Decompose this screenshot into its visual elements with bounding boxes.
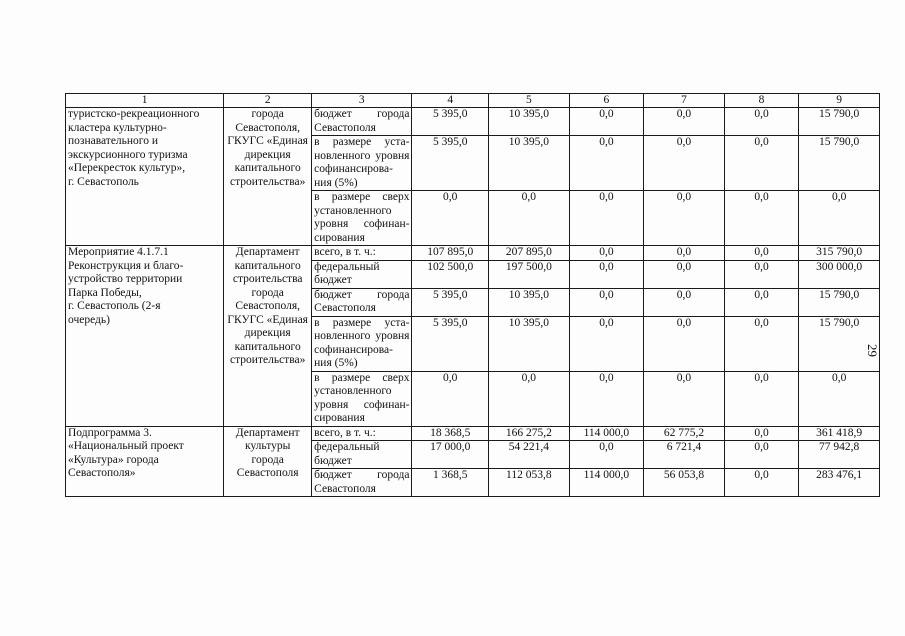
funding-source-cell: всего, в т. ч.: — [312, 426, 412, 441]
event-name-line: кластера культурно- — [68, 121, 167, 134]
amount-cell: 0,0 — [569, 288, 643, 316]
amount-cell: 62 775,2 — [644, 426, 725, 441]
event-name-cell — [66, 108, 224, 246]
amount-cell: 0,0 — [644, 108, 725, 136]
amount-cell: 0,0 — [569, 136, 643, 191]
amount-cell: 0,0 — [724, 246, 798, 261]
executor-cell — [224, 108, 312, 246]
amount-cell: 283 476,1 — [799, 469, 880, 497]
executor-line: дирекция — [244, 327, 291, 339]
executor-line: Севастополя, — [235, 300, 301, 312]
event-name-line: г. Севастополь — [68, 175, 139, 188]
table-body — [66, 108, 880, 497]
executor-line: города — [251, 286, 284, 299]
amount-cell: 56 053,8 — [644, 469, 725, 497]
amount-cell: 15 790,0 — [799, 288, 880, 316]
header-cell: 8 — [724, 94, 798, 108]
executor-line: ГКУГС «Единая — [227, 313, 308, 326]
amount-cell: 1 368,5 — [412, 469, 489, 497]
funding-source-cell: в размере сверх установленного уровня софинан-сирования — [312, 191, 412, 246]
amount-cell: 5 395,0 — [412, 108, 489, 136]
amount-cell: 0,0 — [724, 469, 798, 497]
budget-table — [65, 93, 880, 497]
amount-cell: 0,0 — [644, 288, 725, 316]
executor-line: Севастополя — [236, 467, 299, 479]
amount-cell: 0,0 — [644, 316, 725, 371]
amount-cell: 0,0 — [488, 191, 569, 246]
funding-source-cell: в размере уста-новленного уровня софинансирова-ния (5%) — [312, 316, 412, 371]
amount-cell: 197 500,0 — [488, 260, 569, 288]
amount-cell: 15 790,0 — [799, 108, 880, 136]
amount-cell: 0,0 — [412, 371, 489, 426]
amount-cell: 107 895,0 — [412, 246, 489, 261]
amount-cell: 54 221,4 — [488, 441, 569, 469]
amount-cell: 0,0 — [644, 246, 725, 261]
event-name-line: Подпрограмма 3. — [68, 426, 152, 439]
executor-line: Департамент — [235, 246, 300, 258]
amount-cell: 0,0 — [724, 108, 798, 136]
event-name-line: познавательного и — [68, 135, 159, 147]
executor-line: Департамент — [235, 426, 300, 439]
executor-line: капитального — [234, 259, 301, 272]
amount-cell: 0,0 — [724, 288, 798, 316]
executor-cell — [224, 426, 312, 497]
amount-cell: 0,0 — [724, 260, 798, 288]
amount-cell: 77 942,8 — [799, 441, 880, 469]
funding-source-cell: бюджет города Севастополя — [312, 288, 412, 316]
amount-cell: 0,0 — [569, 246, 643, 261]
amount-cell: 10 395,0 — [488, 288, 569, 316]
amount-cell: 10 395,0 — [488, 108, 569, 136]
event-name-line: «Перекресток культур», — [68, 162, 186, 174]
executor-cell — [224, 246, 312, 427]
amount-cell: 0,0 — [569, 441, 643, 469]
header-cell: 9 — [799, 94, 880, 108]
amount-cell: 102 500,0 — [412, 260, 489, 288]
amount-cell: 5 395,0 — [412, 288, 489, 316]
executor-line: строительства — [232, 273, 303, 285]
amount-cell: 0,0 — [488, 371, 569, 426]
event-name-line: «Национальный проект — [68, 440, 184, 452]
amount-cell: 112 053,8 — [488, 469, 569, 497]
event-name-line: экскурсионного туризма — [68, 148, 188, 161]
amount-cell: 0,0 — [569, 108, 643, 136]
header-cell: 5 — [488, 94, 569, 108]
event-name-line: туристско-рекреационного — [68, 108, 200, 120]
event-name-cell — [66, 426, 224, 497]
event-name-line: Мероприятие 4.1.7.1 — [68, 246, 169, 258]
amount-cell: 207 895,0 — [488, 246, 569, 261]
executor-line: Севастополя, — [235, 121, 301, 134]
funding-source-cell: федеральный бюджет — [312, 441, 412, 469]
funding-source-cell: всего, в т. ч.: — [312, 246, 412, 261]
header-cell: 2 — [224, 94, 312, 108]
executor-line: капитального — [234, 162, 301, 174]
header-cell: 6 — [569, 94, 643, 108]
event-name-line: «Культура» города — [68, 453, 159, 466]
page-number: 29 — [865, 344, 880, 357]
amount-cell: 10 395,0 — [488, 316, 569, 371]
amount-cell: 0,0 — [724, 441, 798, 469]
amount-cell: 0,0 — [644, 136, 725, 191]
amount-cell: 315 790,0 — [799, 246, 880, 261]
amount-cell: 114 000,0 — [569, 426, 643, 441]
amount-cell: 5 395,0 — [412, 136, 489, 191]
header-cell: 1 — [66, 94, 224, 108]
event-name-line: устройство территории — [68, 273, 183, 285]
amount-cell: 0,0 — [644, 371, 725, 426]
amount-cell: 361 418,9 — [799, 426, 880, 441]
amount-cell: 0,0 — [569, 260, 643, 288]
amount-cell: 10 395,0 — [488, 136, 569, 191]
amount-cell: 0,0 — [644, 191, 725, 246]
executor-line: капитального — [234, 340, 301, 353]
amount-cell: 0,0 — [799, 191, 880, 246]
event-name-line: Реконструкция и благо- — [68, 259, 184, 272]
executor-line: строительства» — [230, 354, 306, 366]
amount-cell: 0,0 — [644, 260, 725, 288]
amount-cell: 6 721,4 — [644, 441, 725, 469]
table-row — [66, 426, 880, 441]
amount-cell: 0,0 — [724, 191, 798, 246]
header-cell: 7 — [644, 94, 725, 108]
amount-cell: 0,0 — [724, 136, 798, 191]
amount-cell: 0,0 — [724, 371, 798, 426]
amount-cell: 5 395,0 — [412, 316, 489, 371]
event-name-line: Севастополя» — [68, 467, 136, 479]
amount-cell: 0,0 — [724, 426, 798, 441]
table-row — [66, 108, 880, 136]
table-row — [66, 246, 880, 261]
amount-cell: 0,0 — [569, 191, 643, 246]
executor-line: ГКУГС «Единая — [227, 135, 308, 147]
event-name-line: г. Севастополь (2-я — [68, 300, 161, 312]
executor-line: строительства» — [230, 175, 306, 188]
header-cell: 3 — [312, 94, 412, 108]
amount-cell: 0,0 — [569, 316, 643, 371]
funding-source-cell: в размере уста-новленного уровня софинансирова-ния (5%) — [312, 136, 412, 191]
amount-cell: 18 368,5 — [412, 426, 489, 441]
amount-cell: 166 275,2 — [488, 426, 569, 441]
amount-cell: 114 000,0 — [569, 469, 643, 497]
executor-line: города — [251, 453, 284, 466]
funding-source-cell: в размере сверх установленного уровня софинан-сирования — [312, 371, 412, 426]
header-cell: 4 — [412, 94, 489, 108]
event-name-line: Парка Победы, — [68, 286, 142, 299]
amount-cell: 15 790,0 — [799, 136, 880, 191]
amount-cell: 0,0 — [569, 371, 643, 426]
amount-cell: 0,0 — [412, 191, 489, 246]
amount-cell: 0,0 — [799, 371, 880, 426]
amount-cell: 17 000,0 — [412, 441, 489, 469]
funding-source-cell: бюджет города Севастополя — [312, 108, 412, 136]
executor-line: культуры — [245, 440, 291, 452]
funding-source-cell: бюджет города Севастополя — [312, 469, 412, 497]
executor-line: города — [251, 108, 284, 120]
amount-cell: 0,0 — [724, 316, 798, 371]
event-name-line: очередь) — [68, 313, 110, 326]
funding-source-cell: федеральный бюджет — [312, 260, 412, 288]
executor-line: дирекция — [244, 148, 291, 161]
header-row — [66, 94, 880, 108]
amount-cell: 300 000,0 — [799, 260, 880, 288]
event-name-cell — [66, 246, 224, 427]
amount-cell: 15 790,0 — [799, 316, 880, 371]
